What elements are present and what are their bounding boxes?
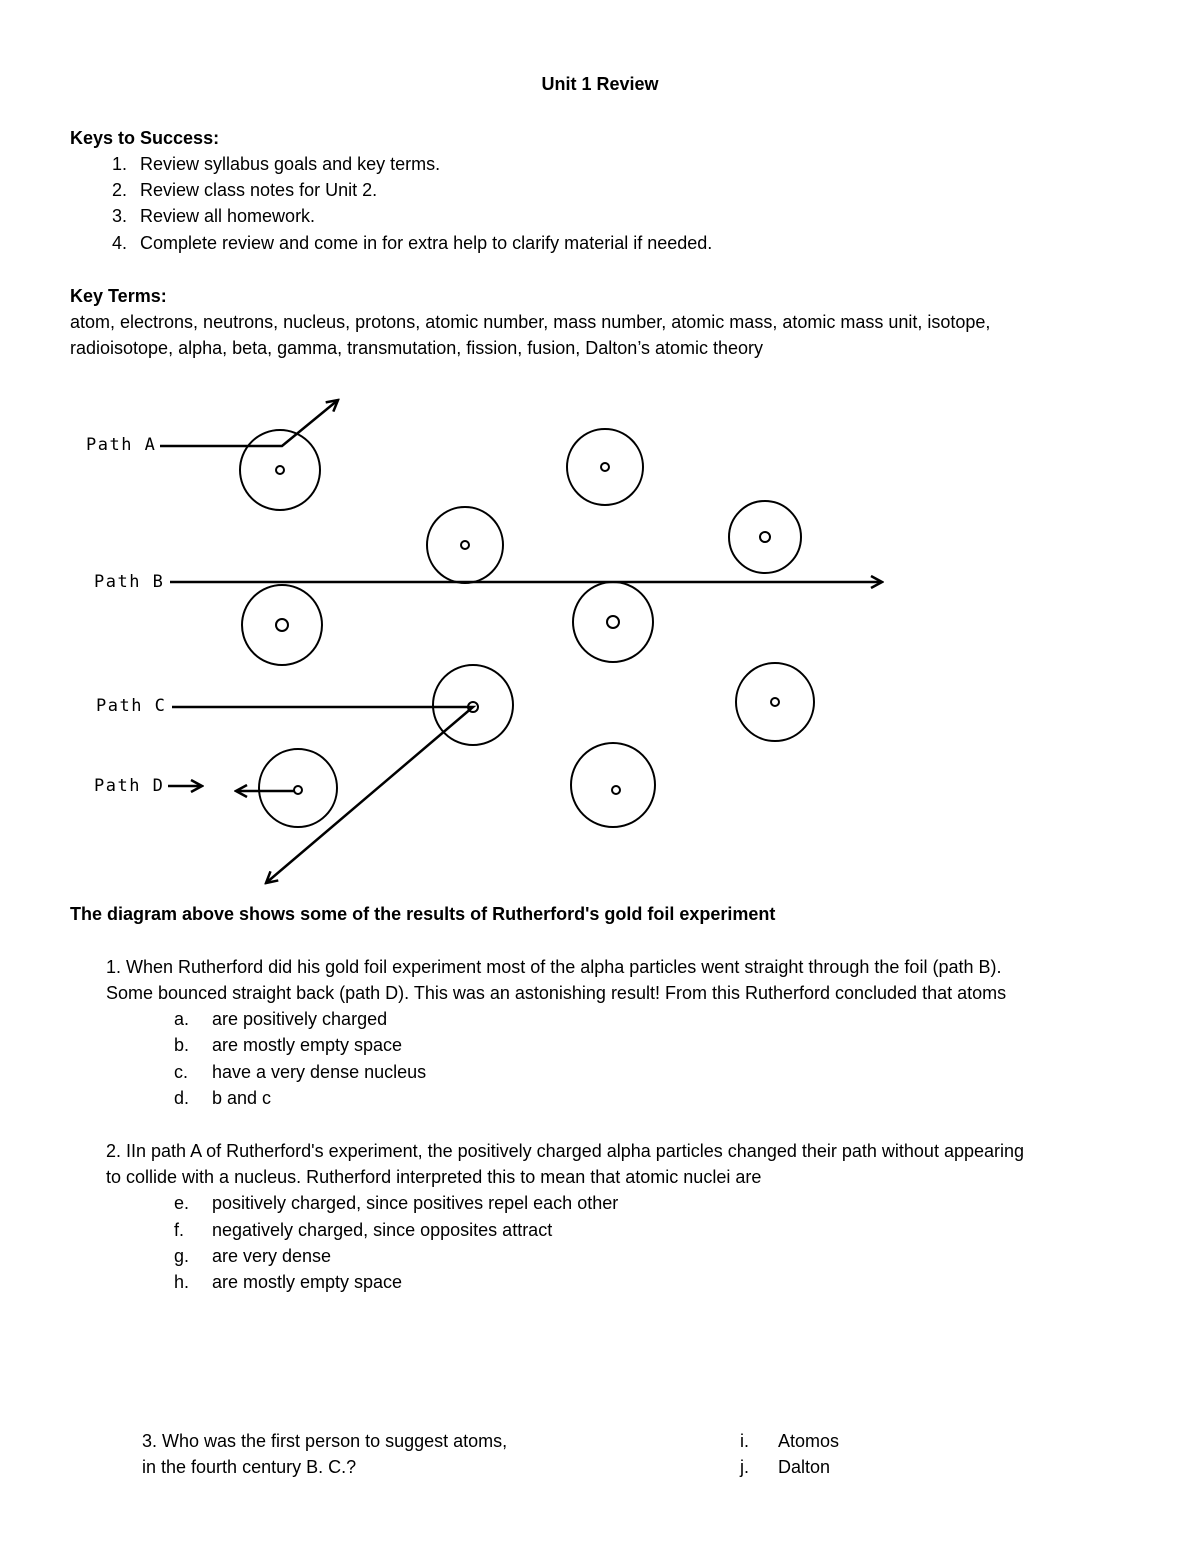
option-text: are mostly empty space — [212, 1272, 403, 1292]
atom — [433, 665, 513, 745]
option-text: b and c — [212, 1088, 272, 1108]
keys-item-text: Review all homework. — [140, 206, 316, 226]
option-letter: f. — [174, 1220, 185, 1240]
keys-item-number: 2. — [112, 180, 128, 200]
path-a-line — [160, 400, 338, 446]
option-text: Atomos — [778, 1431, 840, 1451]
keys-item — [112, 206, 315, 227]
option-text: negatively charged, since opposites attract — [212, 1220, 553, 1240]
option-letter: j. — [740, 1457, 749, 1477]
path-d-label: Path D — [94, 776, 165, 796]
q2-option-h — [174, 1272, 402, 1293]
q2-option-f — [174, 1220, 552, 1241]
q3-text: 3. Who was the first person to suggest atoms, — [142, 1431, 508, 1451]
q1-text: 1. When Rutherford did his gold foil experiment most of the alpha particles went straight through the foil (path B). — [106, 957, 1002, 977]
diagram-caption: The diagram above shows some of the results of Rutherford's gold foil experiment — [70, 904, 776, 924]
q1-text: Some bounced straight back (path D). This was an astonishing result! From this Rutherford concluded that atoms — [106, 983, 1007, 1003]
option-letter: i. — [740, 1431, 749, 1451]
q1-option-c — [174, 1062, 426, 1083]
option-text: are positively charged — [212, 1009, 388, 1029]
atom — [729, 501, 801, 573]
option-letter: d. — [174, 1088, 190, 1108]
keys-item — [112, 180, 377, 201]
keys-item-text: Review syllabus goals and key terms. — [140, 154, 441, 174]
keys-item — [112, 154, 440, 175]
option-letter: a. — [174, 1009, 190, 1029]
atom — [240, 430, 320, 510]
option-letter: g. — [174, 1246, 190, 1266]
keys-item-number: 4. — [112, 233, 128, 253]
atom — [573, 582, 653, 662]
terms-line: atom, electrons, neutrons, nucleus, protons, atomic number, mass number, atomic mass, atomic mass unit, isotope, — [70, 312, 991, 332]
q2-option-e — [174, 1193, 618, 1214]
atom — [567, 429, 643, 505]
keys-item-text: Complete review and come in for extra help to clarify material if needed. — [140, 233, 713, 253]
option-text: are very dense — [212, 1246, 332, 1266]
option-text: are mostly empty space — [212, 1035, 403, 1055]
option-letter: c. — [174, 1062, 189, 1082]
keys-item-number: 3. — [112, 206, 128, 226]
option-letter: e. — [174, 1193, 190, 1213]
option-letter: h. — [174, 1272, 190, 1292]
q2-option-g — [174, 1246, 331, 1267]
q1-option-b — [174, 1035, 402, 1056]
atom — [242, 585, 322, 665]
page-title: Unit 1 Review — [541, 74, 659, 94]
path-b-label: Path B — [94, 572, 165, 592]
option-letter: b. — [174, 1035, 190, 1055]
q2-text: to collide with a nucleus. Rutherford interpreted this to mean that atomic nuclei are — [106, 1167, 762, 1187]
option-text: have a very dense nucleus — [212, 1062, 427, 1082]
q3-option-i — [740, 1431, 839, 1452]
q1-option-a — [174, 1009, 387, 1030]
keys-item — [112, 233, 712, 254]
keys-item-text: Review class notes for Unit 2. — [140, 180, 378, 200]
keys-item-number: 1. — [112, 154, 128, 174]
q3-option-j — [740, 1457, 830, 1478]
atom — [427, 507, 503, 583]
path-a-label: Path A — [86, 435, 157, 455]
gold-foil-diagram — [60, 380, 920, 895]
atom — [259, 749, 337, 827]
path-c-line — [172, 707, 473, 883]
q2-text: 2. IIn path A of Rutherford's experiment, the positively charged alpha particles changed their path without appearing — [106, 1141, 1025, 1161]
q1-option-d — [174, 1088, 271, 1109]
q3-text: in the fourth century B. C.? — [142, 1457, 357, 1477]
atom — [736, 663, 814, 741]
keys-heading: Keys to Success: — [70, 128, 220, 148]
atom — [571, 743, 655, 827]
option-text: Dalton — [778, 1457, 831, 1477]
terms-heading: Key Terms: — [70, 286, 167, 306]
option-text: positively charged, since positives repel each other — [212, 1193, 619, 1213]
terms-line: radioisotope, alpha, beta, gamma, transmutation, fission, fusion, Dalton’s atomic theory — [70, 338, 764, 358]
path-c-label: Path C — [96, 696, 167, 716]
